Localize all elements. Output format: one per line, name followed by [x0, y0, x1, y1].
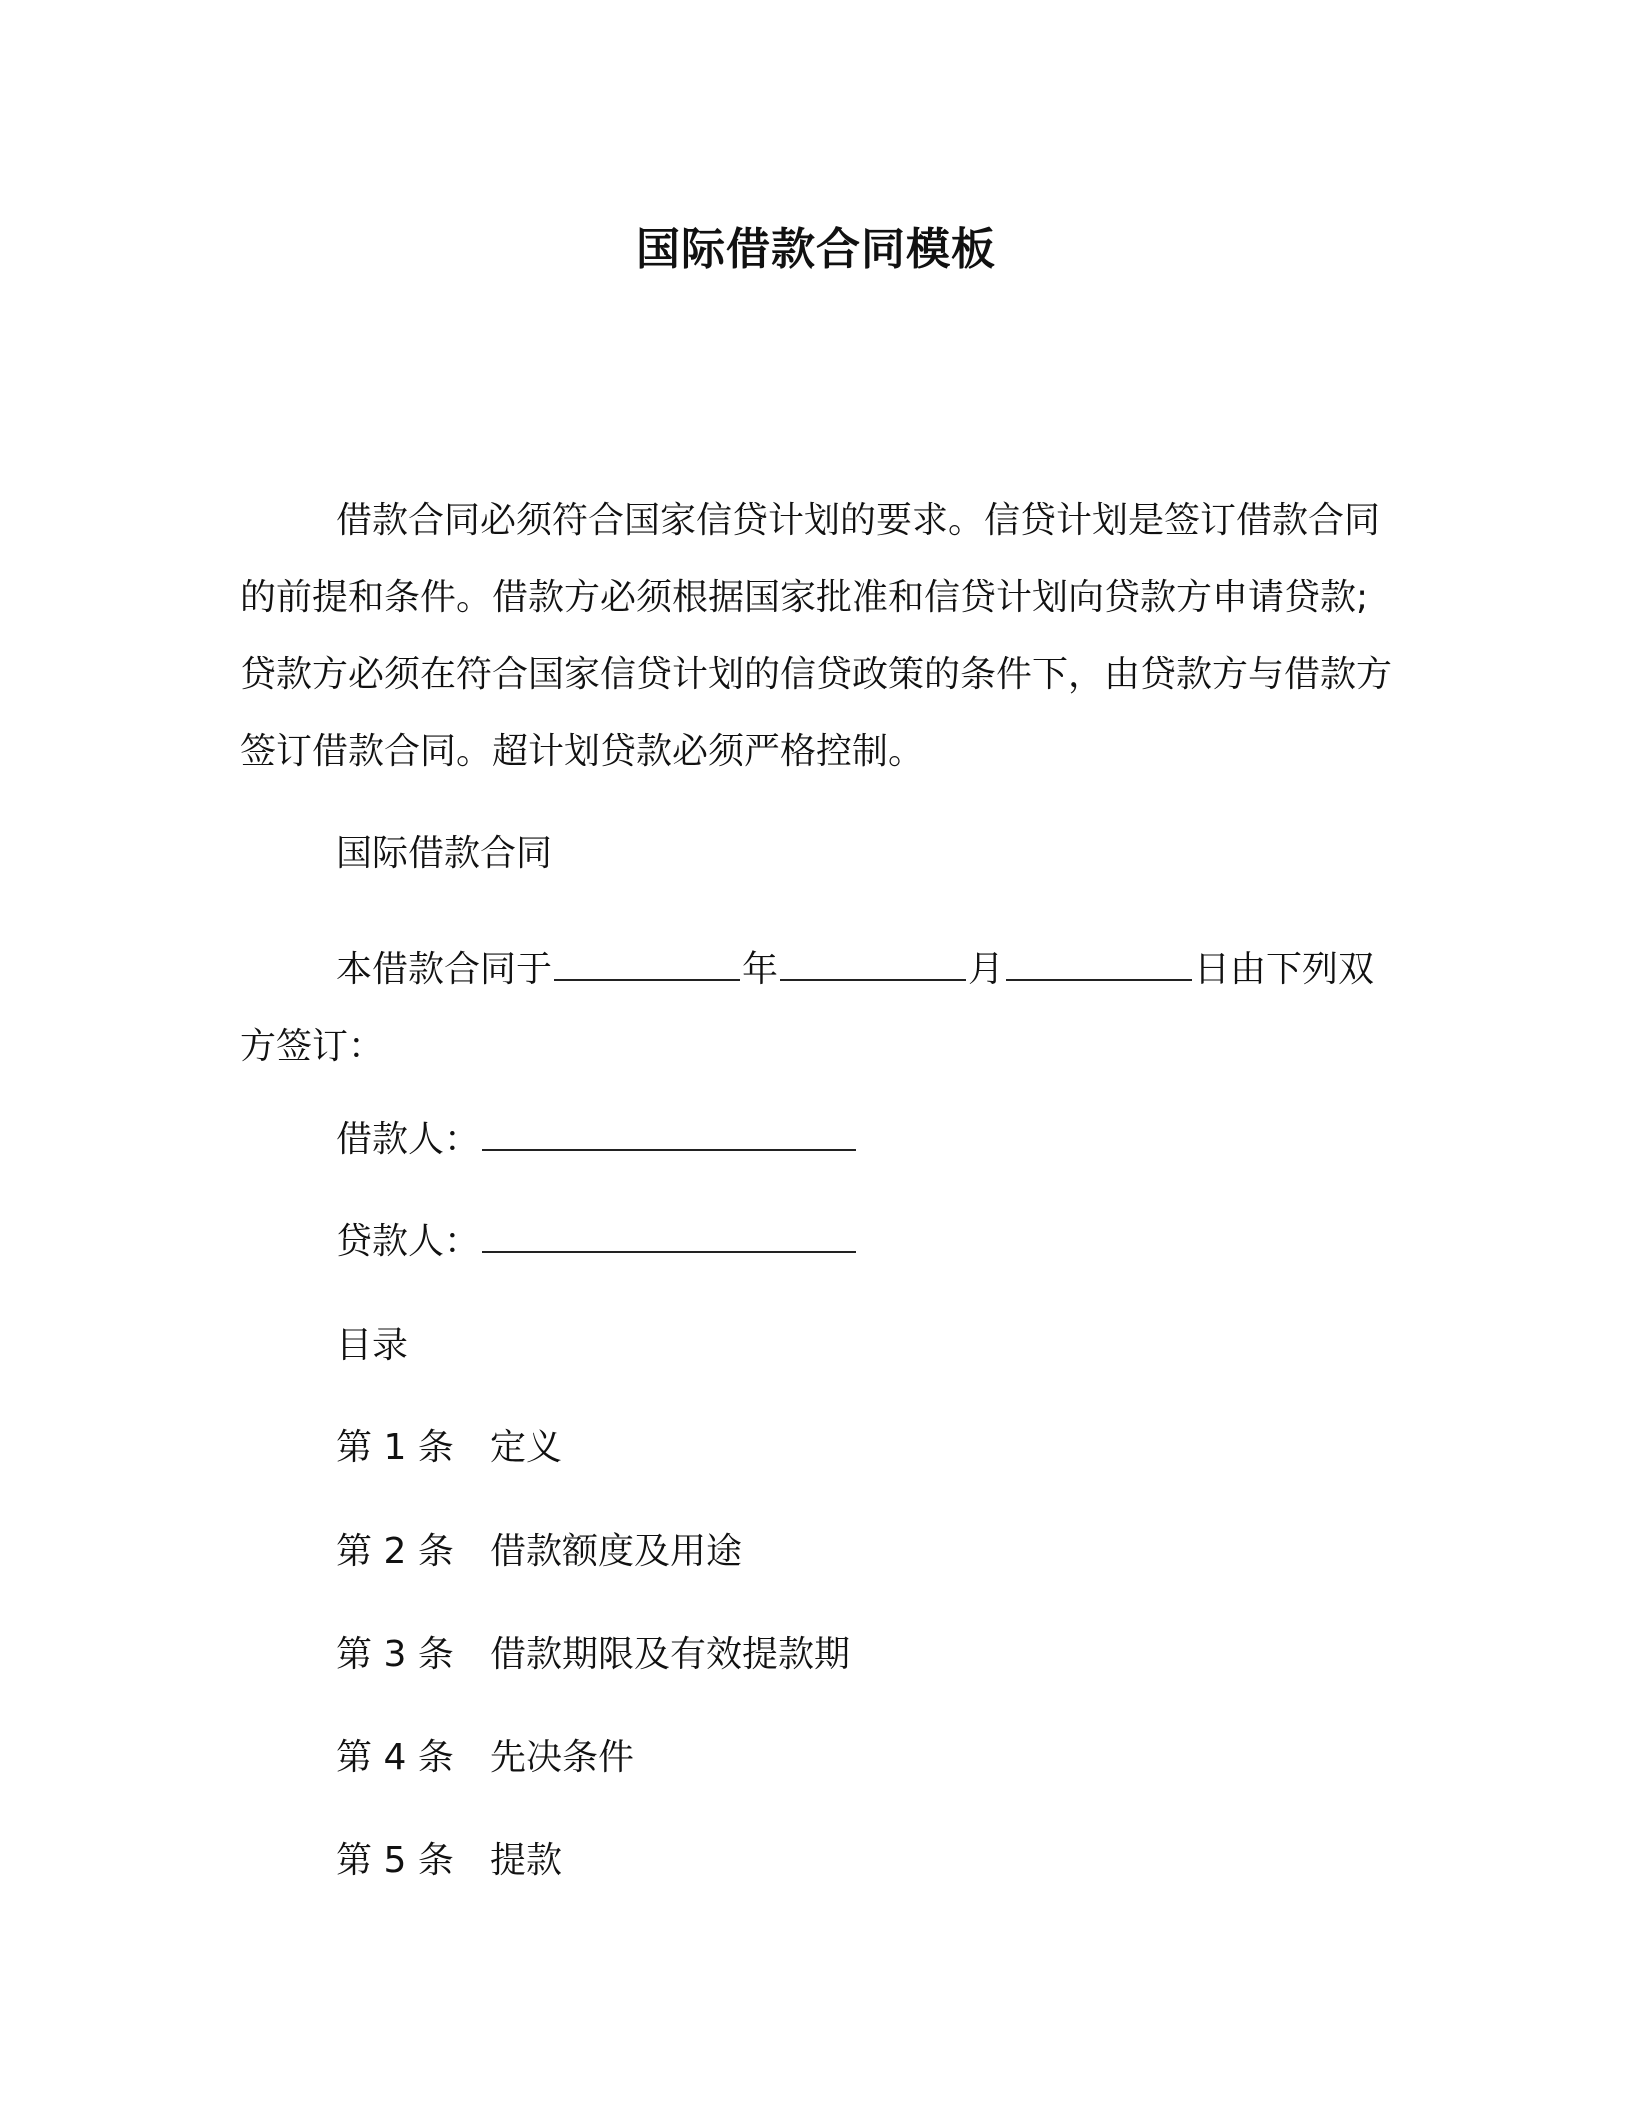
year-label: 年	[742, 949, 779, 990]
toc-item-number: 第 5 条	[336, 1840, 454, 1881]
toc-item	[336, 1833, 562, 1889]
contract-name: 国际借款合同	[336, 833, 553, 874]
toc-item	[336, 1627, 850, 1683]
toc-item-number: 第 2 条	[336, 1531, 454, 1572]
toc-item-title: 借款额度及用途	[490, 1531, 743, 1572]
day-blank	[1006, 945, 1192, 981]
borrower-line	[336, 1112, 858, 1168]
borrower-blank	[482, 1115, 856, 1151]
toc-item-number: 第 4 条	[336, 1737, 454, 1778]
toc-item-title: 先决条件	[490, 1737, 635, 1778]
lender-line	[336, 1214, 858, 1270]
toc-item-number: 第 1 条	[336, 1427, 454, 1468]
toc-item-number: 第 3 条	[336, 1634, 454, 1675]
month-blank	[780, 945, 966, 981]
lender-label: 贷款人：	[336, 1221, 481, 1262]
borrower-label: 借款人：	[336, 1119, 481, 1160]
date-suffix: 日由下列双方签订：	[240, 949, 1375, 1067]
lender-blank	[482, 1217, 856, 1253]
toc-heading: 目录	[336, 1325, 409, 1366]
year-blank	[554, 945, 740, 981]
toc-item	[336, 1420, 562, 1476]
month-label: 月	[968, 949, 1005, 990]
date-line	[240, 931, 1392, 1085]
intro-paragraph: 借款合同必须符合国家信贷计划的要求。信贷计划是签订借款合同的前提和条件。借款方必须根据国家批准和信贷计划向贷款方申请贷款;贷款方必须在符合国家信贷计划的信贷政策的条件下，由贷款方与借款方签订借款合同。超计划贷款必须严格控制。	[240, 500, 1393, 772]
toc-item	[336, 1524, 742, 1580]
toc-item-title: 提款	[490, 1840, 563, 1881]
date-prefix: 本借款合同于	[336, 949, 553, 990]
document-title: 国际借款合同模板	[636, 224, 996, 275]
toc-item	[336, 1730, 634, 1786]
toc-item-title: 定义	[490, 1427, 563, 1468]
toc-item-title: 借款期限及有效提款期	[490, 1634, 851, 1675]
